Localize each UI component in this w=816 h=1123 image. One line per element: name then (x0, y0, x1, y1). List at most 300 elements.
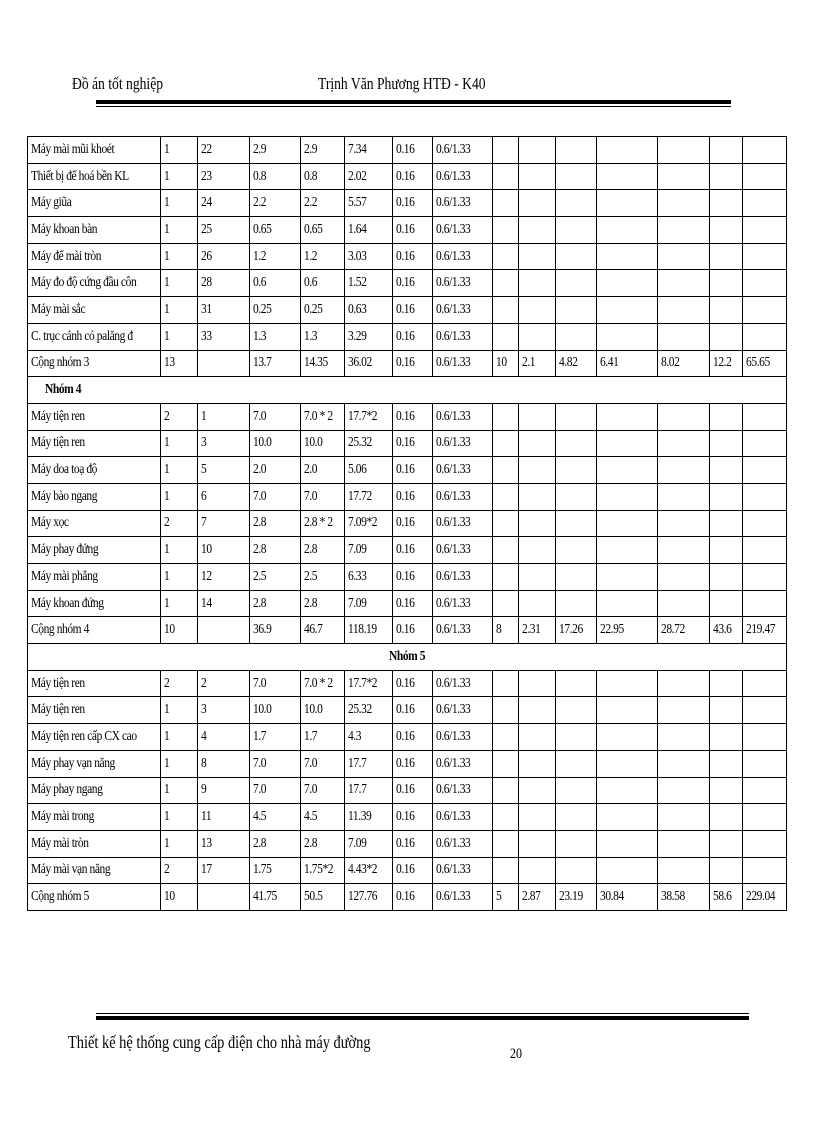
table-cell (596, 670, 657, 697)
table-cell (392, 537, 432, 564)
cell-text: 7.0 (252, 782, 266, 798)
cell-text: 2.0 (252, 462, 266, 478)
table-cell (160, 857, 197, 884)
cell-text: Máy khoan đứng (31, 595, 104, 611)
table-cell (249, 670, 300, 697)
table-cell (518, 430, 555, 457)
table-cell (344, 270, 392, 297)
table-cell (160, 510, 197, 537)
cell-text: Máy khoan bàn (31, 221, 98, 237)
table-cell (344, 670, 392, 697)
table-cell (300, 217, 344, 244)
cell-text: 1.52 (347, 275, 367, 291)
cell-text: 1 (163, 542, 170, 558)
table-row (28, 190, 787, 217)
table-cell (28, 243, 161, 270)
table-cell (432, 483, 492, 510)
table-cell (432, 750, 492, 777)
table-cell (555, 137, 596, 164)
table-cell (197, 670, 249, 697)
table-cell (492, 670, 518, 697)
table-cell (742, 297, 786, 324)
cell-text: 1 (163, 195, 170, 211)
table-cell (492, 350, 518, 377)
cell-text: 7.09*2 (347, 515, 377, 531)
cell-text: 127.76 (347, 889, 377, 905)
cell-text: 0.8 (303, 168, 317, 184)
cell-text: 1.3 (303, 328, 317, 344)
table-cell (160, 884, 197, 911)
table-cell (555, 510, 596, 537)
cell-text: Cộng nhóm 3 (31, 355, 90, 371)
table-cell (249, 884, 300, 911)
table-cell (197, 804, 249, 831)
table-cell (28, 804, 161, 831)
table-cell (709, 350, 742, 377)
table-cell (555, 670, 596, 697)
table-cell (160, 804, 197, 831)
table-cell (555, 750, 596, 777)
cell-text: 4.3 (347, 728, 361, 744)
cell-text: 7.09 (347, 835, 367, 851)
table-cell (596, 323, 657, 350)
cell-text: 0.6 (303, 275, 317, 291)
table-cell (392, 777, 432, 804)
table-cell (555, 804, 596, 831)
cell-text: 0.16 (395, 568, 415, 584)
table-cell (300, 697, 344, 724)
footer-rule-thick (96, 1016, 749, 1020)
table-cell (432, 804, 492, 831)
table-cell (709, 457, 742, 484)
table-cell (300, 243, 344, 270)
cell-text: 10 (495, 355, 507, 371)
cell-text: 229.04 (745, 889, 775, 905)
cell-text: 7.0 (303, 755, 317, 771)
cell-text: 1 (163, 221, 170, 237)
table-cell (518, 297, 555, 324)
header-author: Trịnh Văn Phương HTĐ - K40 (318, 74, 486, 93)
cell-text: 2.2 (303, 195, 317, 211)
cell-text: 1 (200, 408, 207, 424)
cell-text: 2.8 (303, 542, 317, 558)
cell-text: 0.6/1.33 (435, 675, 471, 691)
table-cell (344, 830, 392, 857)
table-cell (432, 243, 492, 270)
table-cell (197, 137, 249, 164)
cell-text: 0.6/1.33 (435, 328, 471, 344)
cell-text: 17.26 (558, 622, 583, 638)
table-cell (300, 483, 344, 510)
table-cell (742, 564, 786, 591)
cell-text: 10.0 (252, 435, 272, 451)
cell-text: 1.7 (252, 728, 266, 744)
table-cell (28, 297, 161, 324)
table-cell (432, 830, 492, 857)
cell-text: Cộng nhóm 5 (31, 889, 90, 905)
cell-text: 0.6/1.33 (435, 809, 471, 825)
table-cell (596, 350, 657, 377)
table-row (28, 323, 787, 350)
cell-text: 1 (163, 275, 170, 291)
cell-text: 4.82 (558, 355, 578, 371)
table-cell (28, 857, 161, 884)
table-cell (197, 617, 249, 644)
cell-text: 46.7 (303, 622, 323, 638)
cell-text: 22 (200, 141, 212, 157)
table-cell (518, 857, 555, 884)
cell-text: 5 (495, 889, 502, 905)
table-cell (742, 403, 786, 430)
cell-text: 2 (163, 862, 170, 878)
table-cell (28, 163, 161, 190)
table-cell (518, 804, 555, 831)
cell-text: 2.9 (252, 141, 266, 157)
table-cell (300, 537, 344, 564)
table-cell (657, 564, 709, 591)
cell-text: 23 (200, 168, 212, 184)
group-header-row (28, 644, 787, 671)
table-cell (492, 830, 518, 857)
table-cell (160, 457, 197, 484)
table-cell (555, 457, 596, 484)
table-cell (432, 670, 492, 697)
table-cell (28, 537, 161, 564)
group-label (28, 644, 787, 671)
table-cell (392, 243, 432, 270)
cell-text: 7.0 (252, 755, 266, 771)
cell-text: 7.0 (303, 782, 317, 798)
table-cell (392, 804, 432, 831)
table-cell (742, 163, 786, 190)
cell-text: 2.31 (521, 622, 541, 638)
cell-text: 17.72 (347, 488, 372, 504)
table-cell (249, 403, 300, 430)
cell-text: Máy mài mũi khoét (31, 141, 115, 157)
table-cell (249, 483, 300, 510)
table-cell (197, 697, 249, 724)
table-cell (300, 350, 344, 377)
table-cell (518, 537, 555, 564)
table-row (28, 457, 787, 484)
table-cell (709, 830, 742, 857)
table-cell (392, 750, 432, 777)
cell-text: 0.6/1.33 (435, 168, 471, 184)
table-cell (300, 884, 344, 911)
table-cell (492, 857, 518, 884)
cell-text: 24 (200, 195, 212, 211)
table-cell (197, 884, 249, 911)
table-cell (28, 830, 161, 857)
table-cell (432, 697, 492, 724)
cell-text: 0.25 (303, 301, 323, 317)
table-cell (657, 350, 709, 377)
cell-text: 1.75*2 (303, 862, 333, 878)
table-cell (657, 617, 709, 644)
table-cell (492, 457, 518, 484)
table-cell (197, 270, 249, 297)
table-cell (518, 617, 555, 644)
table-cell (492, 163, 518, 190)
table-cell (492, 564, 518, 591)
table-cell (392, 884, 432, 911)
cell-text: 3.29 (347, 328, 367, 344)
table-cell (300, 724, 344, 751)
table-row (28, 590, 787, 617)
table-cell (249, 430, 300, 457)
table-cell (709, 297, 742, 324)
table-cell (657, 323, 709, 350)
cell-text: 2.8 (303, 835, 317, 851)
cell-text: 0.16 (395, 328, 415, 344)
table-cell (249, 537, 300, 564)
table-row (28, 564, 787, 591)
table-cell (197, 243, 249, 270)
table-cell (742, 884, 786, 911)
table-cell (160, 297, 197, 324)
cell-text: 10 (200, 542, 212, 558)
table-cell (596, 137, 657, 164)
table-cell (596, 590, 657, 617)
table-row (28, 750, 787, 777)
cell-text: 41.75 (252, 889, 277, 905)
table-cell (197, 510, 249, 537)
table-cell (742, 270, 786, 297)
table-row (28, 483, 787, 510)
cell-text: 1.75 (252, 862, 272, 878)
cell-text: 2.5 (252, 568, 266, 584)
cell-text: 23.19 (558, 889, 583, 905)
cell-text: 0.16 (395, 462, 415, 478)
cell-text: 0.6/1.33 (435, 355, 471, 371)
table-cell (432, 884, 492, 911)
table-cell (492, 483, 518, 510)
cell-text: 0.6/1.33 (435, 195, 471, 211)
table-cell (28, 350, 161, 377)
cell-text: Máy mài sắc (31, 301, 86, 317)
table-cell (709, 403, 742, 430)
cell-text: 7.0 * 2 (303, 675, 333, 691)
cell-text: 5.57 (347, 195, 367, 211)
table-cell (432, 590, 492, 617)
table-cell (709, 270, 742, 297)
table-cell (249, 270, 300, 297)
table-cell (492, 243, 518, 270)
table-cell (197, 163, 249, 190)
table-cell (742, 217, 786, 244)
table-cell (596, 430, 657, 457)
cell-text: 1 (163, 809, 170, 825)
table-cell (432, 297, 492, 324)
table-cell (742, 697, 786, 724)
table-cell (197, 323, 249, 350)
cell-text: 7.0 (252, 675, 266, 691)
cell-text: 0.16 (395, 889, 415, 905)
table-cell (28, 510, 161, 537)
table-cell (160, 217, 197, 244)
cell-text: 22.95 (599, 622, 624, 638)
table-cell (518, 163, 555, 190)
table-cell (742, 777, 786, 804)
table-cell (492, 297, 518, 324)
table-cell (596, 564, 657, 591)
table-cell (160, 243, 197, 270)
cell-text: 2.87 (521, 889, 541, 905)
table-cell (555, 697, 596, 724)
table-cell (392, 163, 432, 190)
table-cell (160, 750, 197, 777)
cell-text: 0.6/1.33 (435, 275, 471, 291)
table-cell (518, 777, 555, 804)
cell-text: 2.0 (303, 462, 317, 478)
cell-text: 0.16 (395, 702, 415, 718)
table-cell (432, 217, 492, 244)
table-cell (197, 724, 249, 751)
table-cell (518, 323, 555, 350)
table-cell (249, 857, 300, 884)
cell-text: 118.19 (347, 622, 377, 638)
table-cell (432, 457, 492, 484)
table-cell (596, 724, 657, 751)
table-row (28, 804, 787, 831)
cell-text: 0.16 (395, 408, 415, 424)
table-cell (432, 724, 492, 751)
table-cell (344, 724, 392, 751)
table-cell (28, 564, 161, 591)
cell-text: 0.6/1.33 (435, 622, 471, 638)
table-cell (300, 323, 344, 350)
table-cell (742, 590, 786, 617)
table-cell (596, 510, 657, 537)
table-cell (709, 163, 742, 190)
table-row (28, 350, 787, 377)
cell-text: 0.16 (395, 301, 415, 317)
cell-text: 2.9 (303, 141, 317, 157)
table-row (28, 617, 787, 644)
table-cell (392, 457, 432, 484)
table-cell (249, 590, 300, 617)
table-cell (657, 457, 709, 484)
table-row (28, 830, 787, 857)
table-cell (596, 777, 657, 804)
table-cell (518, 270, 555, 297)
table-cell (518, 697, 555, 724)
table-cell (518, 137, 555, 164)
cell-text: 0.6/1.33 (435, 835, 471, 851)
table-cell (432, 617, 492, 644)
cell-text: 25.32 (347, 702, 372, 718)
table-cell (555, 297, 596, 324)
cell-text: Máy mài phẳng (31, 568, 98, 584)
table-cell (344, 457, 392, 484)
cell-text: 0.25 (252, 301, 272, 317)
table-cell (392, 510, 432, 537)
cell-text: 0.6/1.33 (435, 248, 471, 264)
table-cell (596, 537, 657, 564)
cell-text: 10 (163, 622, 175, 638)
table-cell (742, 430, 786, 457)
table-cell (596, 830, 657, 857)
cell-text: 1 (163, 702, 170, 718)
table-cell (197, 857, 249, 884)
cell-text: 5 (200, 462, 207, 478)
table-cell (742, 137, 786, 164)
table-cell (555, 483, 596, 510)
cell-text: 1.3 (252, 328, 266, 344)
cell-text: 4 (200, 728, 207, 744)
cell-text: 1 (163, 141, 170, 157)
cell-text: 7.09 (347, 542, 367, 558)
cell-text: 43.6 (712, 622, 732, 638)
cell-text: 1 (163, 835, 170, 851)
cell-text: 0.8 (252, 168, 266, 184)
table-cell (392, 297, 432, 324)
cell-text: 7 (200, 515, 207, 531)
cell-text: 2.5 (303, 568, 317, 584)
table-cell (709, 670, 742, 697)
table-cell (249, 777, 300, 804)
table-cell (709, 537, 742, 564)
cell-text: 2.8 (252, 835, 266, 851)
cell-text: 0.16 (395, 835, 415, 851)
table-cell (555, 537, 596, 564)
cell-text: 2.2 (252, 195, 266, 211)
table-cell (657, 163, 709, 190)
cell-text: 1 (163, 568, 170, 584)
cell-text: 30.84 (599, 889, 624, 905)
cell-text: 1 (163, 595, 170, 611)
cell-text: 1 (163, 168, 170, 184)
table-cell (344, 750, 392, 777)
cell-text: 219.47 (745, 622, 775, 638)
table-cell (709, 430, 742, 457)
table-cell (518, 750, 555, 777)
table-cell (596, 483, 657, 510)
cell-text: 7.09 (347, 595, 367, 611)
cell-text: 11 (200, 809, 212, 825)
table-cell (596, 163, 657, 190)
table-cell (742, 510, 786, 537)
cell-text: Máy phay ngang (31, 782, 103, 798)
cell-text: 1 (163, 301, 170, 317)
cell-text: 0.63 (347, 301, 367, 317)
table-cell (657, 724, 709, 751)
table-cell (392, 830, 432, 857)
table-cell (709, 590, 742, 617)
table-cell (657, 297, 709, 324)
table-row (28, 510, 787, 537)
table-cell (657, 243, 709, 270)
table-cell (249, 697, 300, 724)
cell-text: 7.0 * 2 (303, 408, 333, 424)
table-cell (742, 724, 786, 751)
table-cell (300, 297, 344, 324)
cell-text: 13.7 (252, 355, 272, 371)
table-cell (432, 350, 492, 377)
table-cell (657, 510, 709, 537)
table-row (28, 857, 787, 884)
table-cell (596, 457, 657, 484)
cell-text: 8.02 (660, 355, 680, 371)
table-cell (492, 804, 518, 831)
cell-text: 28 (200, 275, 212, 291)
cell-text: 13 (200, 835, 212, 851)
cell-text: 31 (200, 301, 212, 317)
table-cell (596, 270, 657, 297)
table-cell (657, 750, 709, 777)
table-cell (160, 430, 197, 457)
table-cell (492, 137, 518, 164)
